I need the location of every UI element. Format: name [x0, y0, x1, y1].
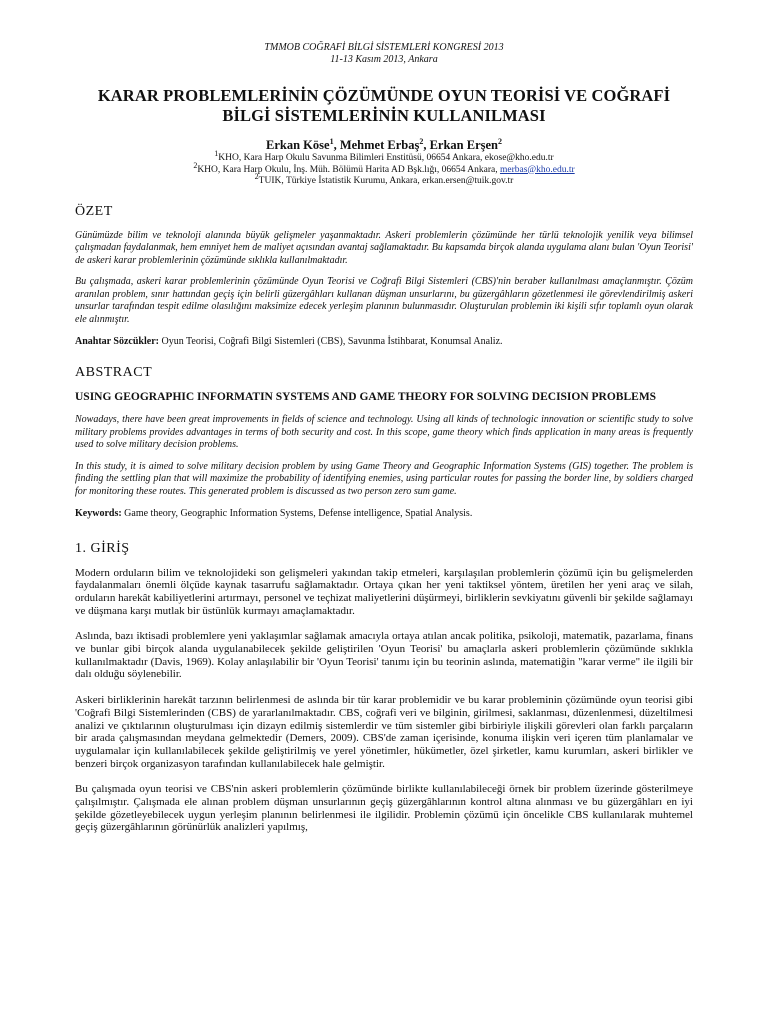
affiliation-line: $^1$KHO, Kara Harp Okulu Savunma Bilimleri Enstitüsü, 06654 Ankara, ekose@kho.edu.tr — [214, 148, 554, 163]
author-name: Erkan Köse — [266, 138, 330, 152]
section-heading: 1. GİRİŞ — [75, 540, 130, 556]
body-paragraph: Askeri birliklerinin harekât tarzının belirlenmesi de aslında bir tür karar problemidir ve bu karar probleminin çözümünde oyun teorisi gibi 'Coğrafi Bilgi Sistemlerinden (CBS) de yararlanılmaktadır. CBS, coğrafi veri ve bilginin, girilmesi, saklanması, düzenlenmesi, düzeltilmesi analizi ve çıktılarının oluşturulması için dizayn edilmiş sistemlerdir ve tüm sistemler gibi birbiriyle ilişkili görevleri olan farklı parçaların bir arada çalışmasından meydana gelmektedir (Demers, 2009). CBS'de zaman içerisinde, konuma ilişkin veri içeren tüm planlamalar ve uygulamalar için kullanılabilecek şekilde geliştirilmiş ve yerel yönetimler, hükümetler, özel şirketler, kamu kurumları, askeri birlikler ve benzeri birçok organizasyon tarafından kullanılabilecek hale gelmiştir. — [75, 694, 693, 770]
email-link[interactable]: merbas@kho.edu.tr — [499, 164, 575, 175]
author-affiliation-mark: 2 — [419, 136, 424, 146]
paper-title — [75, 86, 693, 126]
author-affiliation-mark: 1 — [329, 136, 334, 146]
affiliation-line: $^2$KHO, Kara Harp Okulu, İnş. Müh. Bölümü Harita AD Bşk.lığı, 06654 Ankara, merbas@kho.edu.tr — [193, 160, 575, 175]
author-list: Erkan Köse$^1$, Mehmet Erbaş$^2$, Erkan Erşen$^2$ — [266, 136, 502, 152]
affiliation-line: $^2$TUIK, Türkiye İstatistik Kurumu, Ankara, erkan.ersen@tuik.gov.tr — [254, 171, 514, 186]
body-paragraph: Modern orduların bilim ve teknolojideki son gelişmeleri yakından takip etmeleri, karşılaşılan problemlerin çözümü için bu gelişmelerden faydalanmaları önemli ölçüde kaynak tasarrufu sağlamaktadır. Ortaya çıkan her yeni taktiksel yöntem, üretilen her yeni araç ve silah, orduların harekât kabiliyetlerini artırmayı, personel ve teçhizat maliyetlerini düşürmeyi, birliklerin sevkiyatını güvenli bir şekilde sağlamayı ve düşmana karşı mutlak bir üstünlük kurmayı amaçlamaktadır. — [75, 566, 693, 617]
abstract-paragraph: Nowadays, there have been great improvements in fields of science and technology. Using all kinds of technologic innovation or scientific study to solve military problems provides advantages in terms of both security and cost. In this scope, game theory which finds application in many areas is frequently used to solve military decision problems. — [75, 414, 693, 450]
author-name: Mehmet Erbaş — [339, 138, 420, 152]
keywords-text: Game theory, Geographic Information Systems, Defense intelligence, Spatial Analysis. — [124, 508, 473, 519]
abstract-keywords — [75, 508, 693, 521]
affiliation-list — [75, 148, 693, 188]
conference-header — [75, 42, 693, 66]
english-title: USING GEOGRAPHIC INFORMATIN SYSTEMS AND GAME THEORY FOR SOLVING DECISION PROBLEMS — [75, 390, 657, 403]
body-paragraph: Bu çalışmada oyun teorisi ve CBS'nin askeri problemlerin çözümünde birlikte kullanılabileceği örnek bir problem üzerinde gösterilmeye çalışılmıştır. Çalışmada ele alınan problem düşman unsurlarının geçiş güzergâhlarının kontrol altına alınması ve bu güzergâhları en iyi şekilde gözetleyebilecek uygun yerleşim planının belirlenmesi ile ilgilidir. Problemin çözümü için öncelikle CBS kullanılarak muhtemel geçiş güzergâhlarının görünürlük analizleri yapılmış, — [75, 783, 693, 834]
abstract-heading: ABSTRACT — [75, 364, 153, 380]
keywords-text: Oyun Teorisi, Coğrafi Bilgi Sistemleri (CBS), Savunma İstihbarat, Konumsal Analiz. — [161, 336, 503, 347]
paper-title-line: KARAR PROBLEMLERİNİN ÇÖZÜMÜNDE OYUN TEORİSİ VE COĞRAFİ — [97, 86, 671, 105]
keywords-label: Keywords: — [75, 508, 122, 519]
ozet-paragraph: Bu çalışmada, askeri karar problemlerinin çözümünde Oyun Teorisi ve Coğrafi Bilgi Sistemleri (CBS)'nin beraber kullanılması amaçlanmıştır. Çözüm aranılan problem, sınır hattından geçiş için belirli güzergâhları kullanan düşman unsurlarını, bu güzergâhların gözetlenmesi ile görevlendirilmiş askeri unsurlar tarafından tespit edilme olasılığını maksimize edecek yerleşim planının bulunmasıdır. Oluşturulan problemin iki kişili sıfır toplamlı oyun olarak ele alınmıştır. — [75, 276, 693, 325]
ozet-heading: ÖZET — [75, 203, 113, 219]
conference-date: 11-13 Kasım 2013, Ankara — [330, 54, 438, 65]
author-name: Erkan Erşen — [429, 138, 498, 152]
paper-title-line: BİLGİ SİSTEMLERİNİN KULLANILMASI — [222, 106, 546, 125]
ozet-paragraph: Günümüzde bilim ve teknoloji alanında büyük gelişmeler yaşanmaktadır. Askeri problemlerin çözümünde her türlü teknolojik yenilik veya bilimsel çalışmadan faydalanmak, hem emniyet hem de maliyet açısından avantaj sağlamaktadır. Bu kapsamda birçok alanda uygulama alanı bulan 'Oyun Teorisi' de askeri karar problemlerinin çözümünde sıklıkla kullanılmaktadır. — [75, 229, 693, 266]
ozet-keywords — [75, 336, 693, 349]
body-paragraph: Aslında, bazı iktisadi problemlere yeni yaklaşımlar sağlamak amacıyla ortaya atılan ancak politika, psikoloji, matematik, pazarlama, finans ve bunlar gibi birçok alanda uygulanabilecek şekilde geliştirilen 'Oyun Teorisi' bu amaçlarla askeri problemlerin çözümünde sıklıkla kullanılmaktadır (Davis, 1969). Kolay anlaşılabilir bir 'Oyun Teorisi' tanımı için bu teorinin aslında, matematiğin "karar verme" ile ilgili bir dalı olduğu söylenebilir. — [75, 630, 693, 681]
abstract-paragraph: In this study, it is aimed to solve military decision problem by using Game Theory and Geographic Information Systems (GIS) together. The problem is finding the settling plan that will maximize the probability of identifying enemies, using particular routes for passing the border line, by soldiers charged for monitoring these routes. This generated problem is discussed as two person zero sum game. — [75, 460, 693, 497]
conference-name: TMMOB COĞRAFİ BİLGİ SİSTEMLERİ KONGRESİ 2013 — [264, 42, 504, 53]
keywords-label: Anahtar Sözcükler: — [75, 336, 159, 347]
author-affiliation-mark: 2 — [497, 136, 502, 146]
